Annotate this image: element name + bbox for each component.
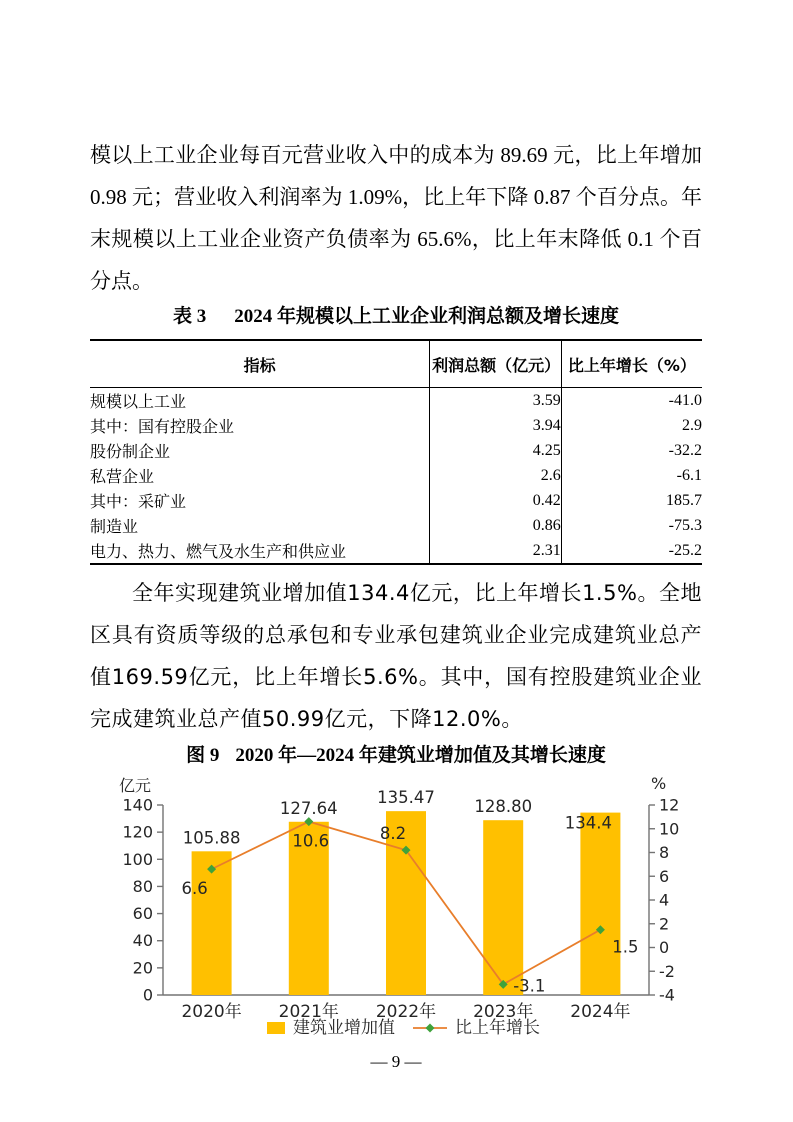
growth-cell: -25.2 bbox=[561, 538, 702, 564]
line-label: 6.6 bbox=[181, 879, 208, 899]
legend-bar-label: 建筑业增加值 bbox=[293, 1018, 395, 1038]
paragraph-industry-cost: 模以上工业企业每百元营业收入中的成本为 89.69 元，比上年增加 0.98 元；营业收入利润率为 1.09%，比上年下降 0.87 个百分点。年末规模以上工业企业资产负债率为 65.6%，比上年末降低 0.1 个百分点。 bbox=[90, 143, 702, 293]
col-header-indicator: 指标 bbox=[90, 340, 430, 388]
table-row bbox=[90, 438, 702, 463]
profit-cell: 4.25 bbox=[430, 438, 562, 463]
left-axis-tick-label: 60 bbox=[132, 904, 153, 924]
line-label: 10.6 bbox=[292, 831, 330, 851]
paragraph-construction: 全年实现建筑业增加值134.4亿元，比上年增长1.5%。全地区具有资质等级的总承包和专业承包建筑业企业完成建筑业总产值169.59亿元，比上年增长5.6%。其中，国有控股建筑业企业完成建筑业总产值50.99亿元，下降12.0%。 bbox=[90, 581, 702, 731]
left-axis-tick-label: 80 bbox=[132, 876, 153, 896]
profit-cell: 3.94 bbox=[430, 413, 562, 438]
right-axis-tick-label: 4 bbox=[659, 890, 670, 910]
x-axis-label: 2024年 bbox=[570, 1002, 631, 1022]
table3-title bbox=[90, 304, 702, 330]
growth-cell: -32.2 bbox=[561, 438, 702, 463]
table-row bbox=[90, 513, 702, 538]
profit-cell: 0.86 bbox=[430, 513, 562, 538]
profit-cell: 0.42 bbox=[430, 488, 562, 513]
left-axis-tick-label: 100 bbox=[122, 849, 153, 869]
left-axis-unit-label: 亿元 bbox=[119, 776, 152, 795]
right-axis-tick-label: 2 bbox=[659, 914, 670, 934]
bar-label: 105.88 bbox=[182, 828, 241, 848]
bar-label: 128.80 bbox=[474, 797, 533, 817]
table3-title-text: 2024 年规模以上工业企业利润总额及增长速度 bbox=[234, 306, 620, 327]
profit-cell: 2.31 bbox=[430, 538, 562, 564]
right-axis-tick-label: -4 bbox=[659, 985, 675, 1005]
right-axis-tick-label: -2 bbox=[659, 961, 675, 981]
x-axis-labels bbox=[181, 1001, 630, 1022]
indicator-cell: 私营企业 bbox=[90, 469, 155, 486]
right-axis-unit-label: % bbox=[651, 775, 667, 793]
right-axis-tick-label: 12 bbox=[659, 795, 680, 815]
left-axis-tick-label: 0 bbox=[142, 985, 153, 1005]
table-row bbox=[90, 538, 702, 564]
bar-label: 134.4 bbox=[564, 813, 613, 833]
table3-body bbox=[90, 388, 702, 565]
table-row bbox=[90, 463, 702, 488]
indicator-cell: 其中：国有控股企业 bbox=[90, 419, 235, 436]
left-axis-tick-label: 40 bbox=[132, 931, 153, 951]
left-axis-tick-label: 120 bbox=[122, 822, 153, 842]
right-axis-tick-label: 6 bbox=[659, 866, 670, 886]
profit-cell: 3.59 bbox=[430, 388, 562, 414]
bar bbox=[483, 820, 523, 995]
bar-label: 127.64 bbox=[279, 798, 338, 818]
indicator-cell: 制造业 bbox=[90, 519, 139, 536]
figure9-chart bbox=[91, 775, 711, 1050]
indicator-cell: 电力、热力、燃气及水生产和供应业 bbox=[90, 544, 347, 561]
x-axis-label: 2023年 bbox=[473, 1002, 534, 1022]
line-label: 1.5 bbox=[612, 937, 639, 957]
x-axis-label: 2022年 bbox=[375, 1002, 437, 1022]
growth-cell: -75.3 bbox=[561, 513, 702, 538]
line-label: -3.1 bbox=[513, 976, 546, 996]
figure9-label: 图 9 bbox=[186, 745, 220, 766]
indicator-cell: 规模以上工业 bbox=[90, 394, 187, 411]
profit-cell: 2.6 bbox=[430, 463, 562, 488]
bar bbox=[580, 813, 620, 995]
figure9-chart-svg bbox=[91, 775, 711, 1050]
col-header-growth: 比上年增长（%） bbox=[561, 340, 702, 388]
indicator-cell: 其中：采矿业 bbox=[90, 494, 187, 511]
right-axis-tick-label: 8 bbox=[659, 843, 670, 862]
x-axis-label: 2020年 bbox=[181, 1002, 242, 1022]
page-number: — 9 — bbox=[370, 1052, 422, 1071]
line-label: 8.2 bbox=[379, 824, 407, 844]
growth-cell: 185.7 bbox=[561, 488, 702, 513]
right-axis-tick-label: 0 bbox=[659, 938, 670, 957]
growth-cell: 2.9 bbox=[561, 413, 702, 438]
right-axis-tick-label: 10 bbox=[659, 819, 680, 839]
figure9-title-text: 2020 年—2024 年建筑业增加值及其增长速度 bbox=[235, 745, 606, 766]
legend-bar-swatch bbox=[267, 1022, 285, 1034]
table-row bbox=[90, 413, 702, 438]
figure9-title bbox=[90, 743, 702, 769]
table3-label: 表 3 bbox=[172, 306, 207, 327]
left-axis-tick-label: 20 bbox=[132, 958, 153, 978]
table-row bbox=[90, 488, 702, 513]
growth-cell: -6.1 bbox=[561, 463, 702, 488]
left-axis-tick-label: 140 bbox=[122, 795, 153, 815]
x-axis-label: 2021年 bbox=[278, 1002, 339, 1022]
indicator-cell: 股份制企业 bbox=[90, 444, 171, 461]
table3 bbox=[90, 339, 702, 565]
table-row bbox=[90, 388, 702, 414]
growth-cell: -41.0 bbox=[561, 388, 702, 414]
bar-label: 135.47 bbox=[377, 788, 435, 808]
table-header-row bbox=[90, 340, 702, 388]
legend-line-marker bbox=[426, 1024, 435, 1033]
legend-line-label: 比上年增长 bbox=[455, 1018, 540, 1038]
col-header-profit: 利润总额（亿元） bbox=[430, 340, 562, 388]
